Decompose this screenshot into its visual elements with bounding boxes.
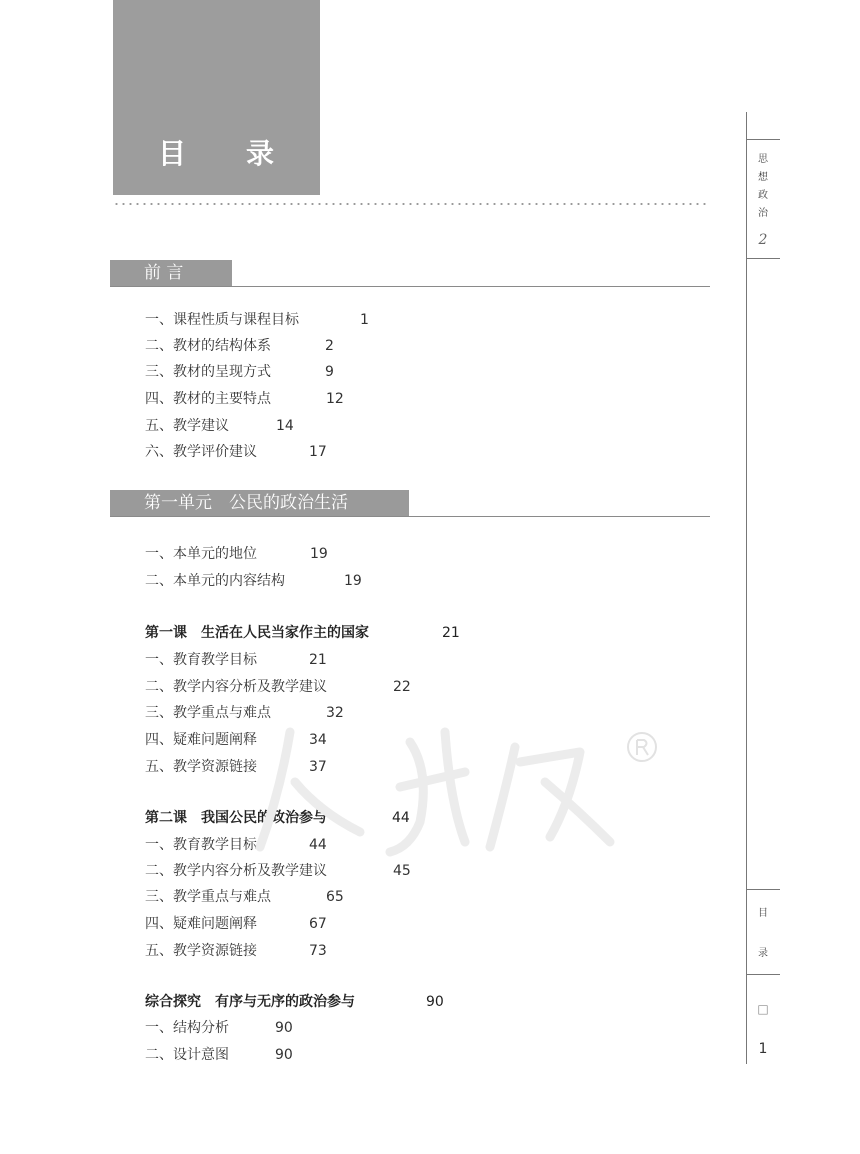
toc-entry-label: 二、教学内容分析及教学建议 xyxy=(145,679,327,695)
toc-entry-label: 三、教材的呈现方式 xyxy=(145,364,271,380)
sidebar-subject-char: 治 xyxy=(758,208,768,219)
lesson-title-page: 21 xyxy=(442,625,460,641)
toc-entry-label: 二、本单元的内容结构 xyxy=(145,573,285,589)
toc-entry-label: 四、教材的主要特点 xyxy=(145,391,271,407)
toc-entry-page: 65 xyxy=(326,889,344,905)
toc-entry-label: 三、教学重点与难点 xyxy=(145,705,271,721)
toc-entry[interactable] xyxy=(145,417,294,435)
toc-entry[interactable] xyxy=(145,390,344,408)
toc-entry-label: 一、课程性质与课程目标 xyxy=(145,312,299,328)
toc-entry-label: 一、结构分析 xyxy=(145,1020,229,1036)
toc-entry[interactable] xyxy=(145,888,344,906)
toc-entry-page: 19 xyxy=(310,546,328,562)
toc-entry-label: 五、教学资源链接 xyxy=(145,759,257,775)
lesson-title[interactable] xyxy=(145,624,460,642)
sidebar-tick xyxy=(746,889,780,890)
sidebar-tick xyxy=(746,139,780,140)
sidebar-subject-char: 思 xyxy=(758,154,768,165)
sidebar-section-char: 录 xyxy=(758,948,768,959)
lesson-title-page: 90 xyxy=(426,994,444,1010)
toc-entry[interactable] xyxy=(145,1046,293,1064)
toc-entry-page: 9 xyxy=(325,364,334,380)
toc-entry-page: 32 xyxy=(326,705,344,721)
title-char-1: 目 xyxy=(158,137,187,170)
sidebar-section-char: 目 xyxy=(758,908,768,919)
toc-entry-label: 一、本单元的地位 xyxy=(145,546,257,562)
toc-entry-label: 四、疑难问题阐释 xyxy=(145,732,257,748)
toc-entry-label: 一、教育教学目标 xyxy=(145,837,257,853)
toc-entry[interactable] xyxy=(145,862,411,880)
sidebar-box-glyph: □ xyxy=(757,1002,769,1016)
toc-entry-page: 14 xyxy=(276,418,294,434)
toc-entry-page: 17 xyxy=(309,444,327,460)
preface-heading: 前 言 xyxy=(110,260,232,286)
toc-entry-label: 二、教学内容分析及教学建议 xyxy=(145,863,327,879)
toc-entry-page: 45 xyxy=(393,863,411,879)
toc-entry-label: 四、疑难问题阐释 xyxy=(145,916,257,932)
lesson-title-label: 第一课 生活在人民当家作主的国家 xyxy=(145,625,369,641)
toc-entry-label: 三、教学重点与难点 xyxy=(145,889,271,905)
toc-entry-page: 1 xyxy=(360,312,369,328)
toc-entry[interactable] xyxy=(145,915,327,933)
lesson-title-page: 44 xyxy=(392,810,410,826)
toc-entry[interactable] xyxy=(145,836,327,854)
toc-entry-label: 六、教学评价建议 xyxy=(145,444,257,460)
toc-entry-label: 五、教学建议 xyxy=(145,418,229,434)
dotted-divider xyxy=(113,203,710,205)
lesson-title-label: 综合探究 有序与无序的政治参与 xyxy=(145,994,355,1010)
sidebar-volume-number: 2 xyxy=(758,232,768,248)
sidebar-subject-char: 政 xyxy=(758,190,768,201)
toc-entry[interactable] xyxy=(145,363,334,381)
unit-rule xyxy=(110,516,710,517)
toc-entry[interactable] xyxy=(145,731,327,749)
toc-entry-page: 90 xyxy=(275,1047,293,1063)
toc-entry-page: 73 xyxy=(309,943,327,959)
toc-entry-page: 37 xyxy=(309,759,327,775)
toc-entry-page: 34 xyxy=(309,732,327,748)
toc-entry-label: 二、设计意图 xyxy=(145,1047,229,1063)
sidebar-rule xyxy=(746,112,747,1064)
toc-entry-page: 21 xyxy=(309,652,327,668)
toc-entry-page: 12 xyxy=(326,391,344,407)
sidebar-subject-char: 想 xyxy=(758,172,768,183)
toc-entry-page: 90 xyxy=(275,1020,293,1036)
toc-entry[interactable] xyxy=(145,337,334,355)
toc-entry[interactable] xyxy=(145,545,328,563)
toc-entry-label: 五、教学资源链接 xyxy=(145,943,257,959)
toc-entry[interactable] xyxy=(145,758,327,776)
toc-entry-page: 19 xyxy=(344,573,362,589)
preface-rule xyxy=(110,286,710,287)
toc-entry-page: 2 xyxy=(325,338,334,354)
title-char-2: 录 xyxy=(246,137,275,170)
sidebar-tick xyxy=(746,258,780,259)
toc-entry[interactable] xyxy=(145,651,327,669)
title-block xyxy=(113,0,320,195)
toc-entry[interactable] xyxy=(145,678,411,696)
toc-entry[interactable] xyxy=(145,443,327,461)
toc-entry-label: 二、教材的结构体系 xyxy=(145,338,271,354)
sidebar-tick xyxy=(746,974,780,975)
toc-entry-label: 一、教育教学目标 xyxy=(145,652,257,668)
page-number: 1 xyxy=(758,1041,768,1057)
toc-entry-page: 22 xyxy=(393,679,411,695)
toc-entry-page: 67 xyxy=(309,916,327,932)
lesson-title-label: 第二课 我国公民的政治参与 xyxy=(145,810,327,826)
lesson-title[interactable] xyxy=(145,993,444,1011)
toc-entry[interactable] xyxy=(145,942,327,960)
toc-entry-page: 44 xyxy=(309,837,327,853)
toc-entry[interactable] xyxy=(145,572,362,590)
publisher-watermark xyxy=(250,712,670,862)
toc-entry[interactable] xyxy=(145,311,369,329)
unit-heading: 第一单元 公民的政治生活 xyxy=(110,490,409,516)
toc-entry[interactable] xyxy=(145,1019,293,1037)
